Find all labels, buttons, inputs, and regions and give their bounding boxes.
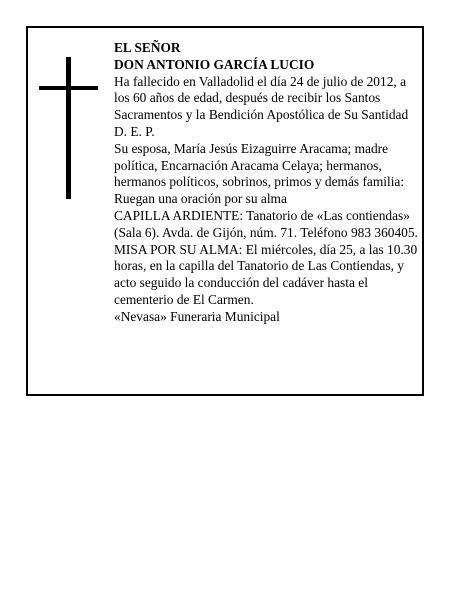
deceased-name: DON ANTONIO GARCÍA LUCIO bbox=[114, 56, 315, 72]
death-announcement: Ha fallecido en Valladolid el día 24 de julio de 2012, a los 60 años de edad, después de recibir los Santos Sacramentos y la Bendición Apostólica de Su Santidad D. E. P. bbox=[114, 73, 409, 139]
prayer-request: Ruegan una oración por su alma bbox=[114, 191, 287, 207]
cross-vertical-bar bbox=[66, 57, 71, 199]
family-list: Su esposa, María Jesús Eizaguirre Aracama; madre política, Encarnación Aracama Celaya; hermanos, hermanos políticos, sobrinos, primos y demás familia: bbox=[114, 140, 405, 190]
obituary-text bbox=[114, 40, 424, 326]
obituary-notice bbox=[26, 26, 424, 396]
funeral-home: «Nevasa» Funeraria Municipal bbox=[114, 308, 280, 324]
funeral-chapel-info: CAPILLA ARDIENTE: Tanatorio de «Las contiendas» (Sala 6). Avda. de Gijón, núm. 71. Teléfono 983 360405. bbox=[114, 207, 418, 240]
mass-info: MISA POR SU ALMA: El miércoles, día 25, a las 10.30 horas, en la capilla del Tanatorio de Las Contiendas, y acto seguido la conducción del cadáver hasta el cementerio de El Carmen. bbox=[114, 241, 418, 307]
cross-horizontal-bar bbox=[39, 86, 98, 90]
heading-title: EL SEÑOR bbox=[114, 40, 181, 55]
